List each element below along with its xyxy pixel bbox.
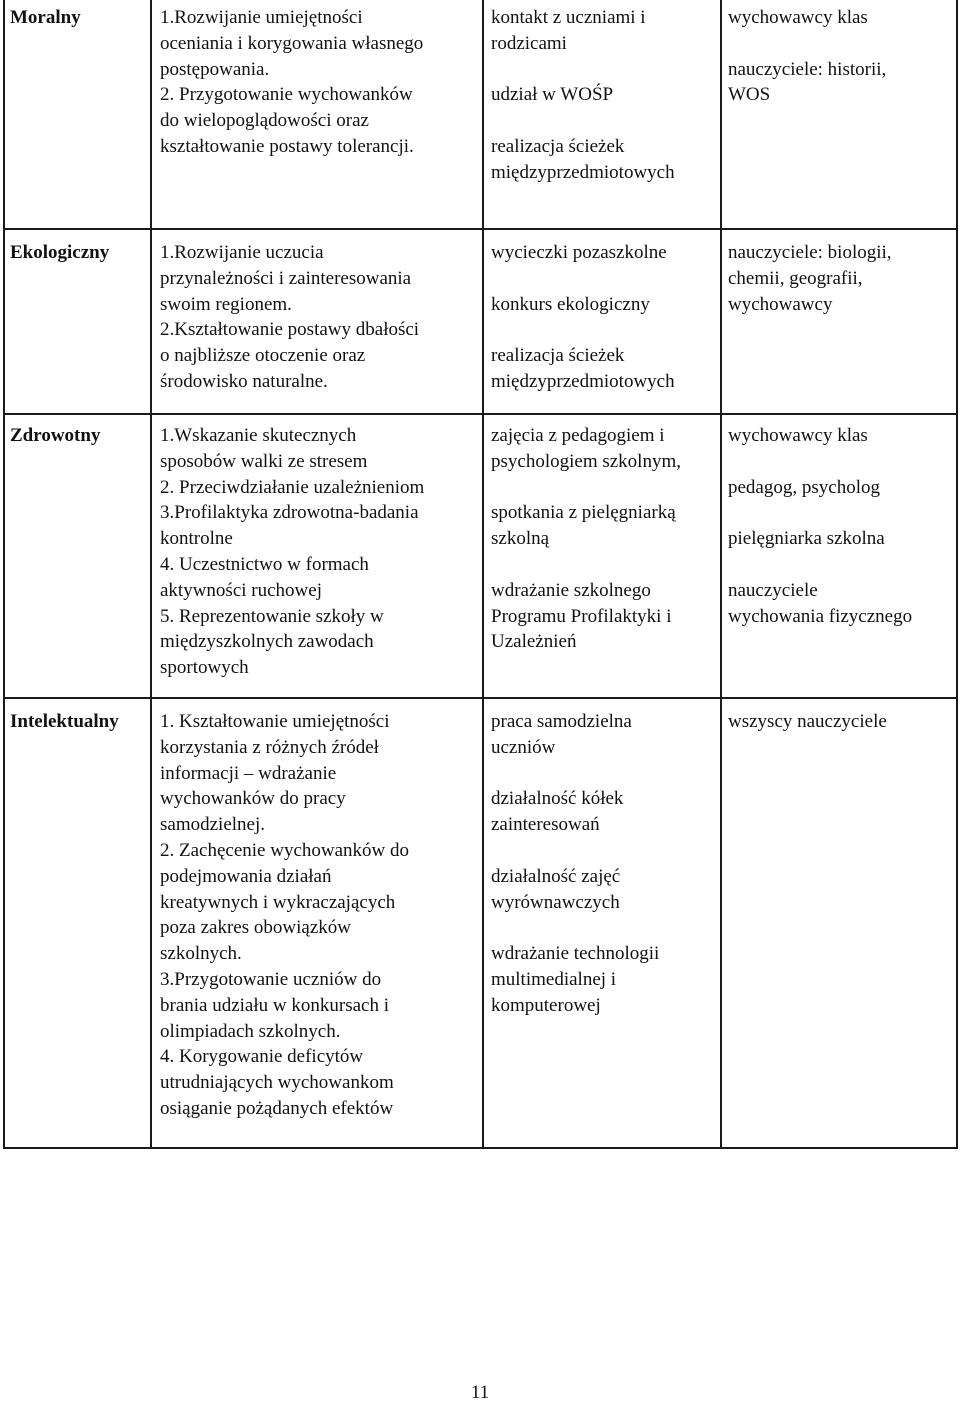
activity-item bbox=[491, 423, 681, 475]
activities-cell bbox=[491, 709, 659, 1019]
goal-line: kontrolne bbox=[160, 528, 233, 550]
table-border-bottom bbox=[3, 1147, 958, 1149]
goal-line: 2. Zachęcenie wychowanków do bbox=[160, 839, 410, 861]
table-border-right bbox=[956, 0, 958, 1149]
goal-line: sportowych bbox=[160, 657, 249, 679]
goal-line: szkolnych. bbox=[160, 943, 242, 965]
activity-line: działalność kółek bbox=[491, 788, 624, 810]
goals-cell bbox=[160, 5, 423, 160]
activity-line: uczniów bbox=[491, 736, 556, 758]
activity-line: praca samodzielna bbox=[491, 711, 632, 732]
responsible-line: WOS bbox=[728, 84, 771, 106]
category-label: Intelektualny bbox=[10, 711, 119, 732]
activities-cell bbox=[491, 240, 675, 395]
goal-line: przynależności i zainteresowania bbox=[160, 267, 412, 289]
category-cell bbox=[10, 423, 100, 449]
activities-cell bbox=[491, 5, 675, 186]
goal-line: o najbliższe otoczenie oraz bbox=[160, 345, 366, 367]
activity-line: spotkania z pielęgniarką bbox=[491, 502, 676, 524]
activity-line: multimedialnej i bbox=[491, 968, 617, 990]
goal-line: 1. Kształtowanie umiejętności bbox=[160, 711, 390, 732]
activities-cell bbox=[491, 423, 681, 655]
responsible-item bbox=[728, 423, 912, 449]
goal-line: swoim regionem. bbox=[160, 293, 292, 315]
table-column-divider bbox=[150, 0, 152, 1149]
activity-item bbox=[491, 500, 681, 552]
activity-item bbox=[491, 5, 675, 57]
responsible-line: wychowawcy bbox=[728, 293, 833, 315]
activity-item bbox=[491, 941, 659, 1018]
activity-line: zajęcia z pedagogiem i bbox=[491, 425, 665, 446]
activity-line: międzyprzedmiotowych bbox=[491, 161, 675, 183]
activity-line: wdrażanie szkolnego bbox=[491, 579, 651, 601]
activity-item bbox=[491, 343, 675, 395]
goal-line: oceniania i korygowania własnego bbox=[160, 32, 424, 54]
category-cell bbox=[10, 5, 81, 31]
responsible-item bbox=[728, 240, 892, 317]
goal-line: poza zakres obowiązków bbox=[160, 917, 351, 939]
activity-line: szkolną bbox=[491, 528, 550, 550]
activity-line: rodzicami bbox=[491, 32, 567, 54]
activity-line: wycieczki pozaszkolne bbox=[491, 242, 667, 263]
category-label: Ekologiczny bbox=[10, 242, 110, 263]
activity-line: Programu Profilaktyki i bbox=[491, 605, 672, 627]
goal-line: olimpiadach szkolnych. bbox=[160, 1020, 341, 1042]
responsible-item bbox=[728, 57, 886, 109]
activity-item bbox=[491, 864, 659, 916]
responsible-line: wychowawcy klas bbox=[728, 425, 868, 446]
responsible-cell bbox=[728, 5, 886, 108]
page-number: 11 bbox=[470, 1382, 490, 1403]
responsible-item bbox=[728, 578, 912, 630]
goal-line: 3.Profilaktyka zdrowotna-badania bbox=[160, 502, 419, 524]
table-border-left bbox=[3, 0, 5, 1149]
responsible-line: pielęgniarka szkolna bbox=[728, 528, 885, 550]
activity-item bbox=[491, 240, 675, 266]
activity-item bbox=[491, 292, 675, 318]
goal-line: informacji – wdrażanie bbox=[160, 762, 337, 784]
category-cell bbox=[10, 709, 119, 735]
responsible-cell bbox=[728, 423, 912, 629]
activity-item bbox=[491, 578, 681, 655]
goal-line: samodzielnej. bbox=[160, 814, 265, 836]
activity-item bbox=[491, 786, 659, 838]
goals-cell bbox=[160, 240, 419, 395]
table-row-divider bbox=[3, 413, 958, 415]
goals-cell bbox=[160, 423, 424, 681]
activity-item bbox=[491, 134, 675, 186]
goal-line: 1.Rozwijanie umiejętności bbox=[160, 7, 363, 28]
responsible-item bbox=[728, 709, 887, 735]
table-row-divider bbox=[3, 697, 958, 699]
responsible-line: nauczyciele bbox=[728, 579, 818, 601]
responsible-item bbox=[728, 475, 912, 501]
category-label: Moralny bbox=[10, 7, 81, 28]
activity-line: psychologiem szkolnym, bbox=[491, 450, 681, 472]
responsible-item bbox=[728, 526, 912, 552]
activity-item bbox=[491, 82, 675, 108]
goal-line: postępowania. bbox=[160, 58, 270, 80]
responsible-line: wychowawcy klas bbox=[728, 7, 868, 28]
table-column-divider bbox=[720, 0, 722, 1149]
activity-line: kontakt z uczniami i bbox=[491, 7, 646, 28]
goal-line: 2.Kształtowanie postawy dbałości bbox=[160, 319, 420, 341]
activity-line: udział w WOŚP bbox=[491, 84, 614, 106]
responsible-line: chemii, geografii, bbox=[728, 267, 863, 289]
activity-line: zainteresowań bbox=[491, 814, 600, 836]
goal-line: brania udziału w konkursach i bbox=[160, 994, 389, 1016]
responsible-line: wszyscy nauczyciele bbox=[728, 711, 887, 732]
activity-line: konkurs ekologiczny bbox=[491, 293, 650, 315]
goal-line: aktywności ruchowej bbox=[160, 579, 322, 601]
goal-line: międzyszkolnych zawodach bbox=[160, 631, 374, 653]
responsible-cell bbox=[728, 240, 892, 317]
activity-item bbox=[491, 709, 659, 761]
goal-line: 1.Wskazanie skutecznych bbox=[160, 425, 357, 446]
activity-line: wdrażanie technologii bbox=[491, 943, 660, 965]
goal-line: osiąganie pożądanych efektów bbox=[160, 1097, 394, 1119]
goal-line: kształtowanie postawy tolerancji. bbox=[160, 135, 414, 157]
goal-line: 5. Reprezentowanie szkoły w bbox=[160, 605, 384, 627]
goal-line: do wielopoglądowości oraz bbox=[160, 110, 369, 132]
category-cell bbox=[10, 240, 109, 266]
goal-line: 1.Rozwijanie uczucia bbox=[160, 242, 324, 263]
activity-line: realizacja ścieżek bbox=[491, 135, 625, 157]
table-row-divider bbox=[3, 228, 958, 230]
category-label: Zdrowotny bbox=[10, 425, 101, 446]
responsible-item bbox=[728, 5, 886, 31]
goal-line: korzystania z różnych źródeł bbox=[160, 736, 379, 758]
goal-line: 4. Uczestnictwo w formach bbox=[160, 553, 369, 575]
goal-line: utrudniających wychowankom bbox=[160, 1072, 394, 1094]
goal-line: 2. Przeciwdziałanie uzależnieniom bbox=[160, 476, 425, 498]
goal-line: sposobów walki ze stresem bbox=[160, 450, 368, 472]
goal-line: wychowanków do pracy bbox=[160, 788, 346, 810]
goal-line: 2. Przygotowanie wychowanków bbox=[160, 84, 413, 106]
goal-line: podejmowania działań bbox=[160, 865, 332, 887]
activity-line: międzyprzedmiotowych bbox=[491, 370, 675, 392]
activity-line: wyrównawczych bbox=[491, 891, 620, 913]
responsible-line: nauczyciele: historii, bbox=[728, 58, 887, 80]
goal-line: kreatywnych i wykraczających bbox=[160, 891, 396, 913]
goal-line: środowisko naturalne. bbox=[160, 370, 328, 392]
responsible-cell bbox=[728, 709, 887, 735]
responsible-line: wychowania fizycznego bbox=[728, 605, 913, 627]
goals-cell bbox=[160, 709, 409, 1122]
responsible-line: pedagog, psycholog bbox=[728, 476, 880, 498]
table-column-divider bbox=[482, 0, 484, 1149]
goal-line: 3.Przygotowanie uczniów do bbox=[160, 968, 382, 990]
activity-line: działalność zajęć bbox=[491, 865, 621, 887]
activity-line: komputerowej bbox=[491, 994, 601, 1016]
responsible-line: nauczyciele: biologii, bbox=[728, 242, 892, 263]
activity-line: Uzależnień bbox=[491, 631, 577, 653]
activity-line: realizacja ścieżek bbox=[491, 345, 625, 367]
goal-line: 4. Korygowanie deficytów bbox=[160, 1046, 364, 1068]
